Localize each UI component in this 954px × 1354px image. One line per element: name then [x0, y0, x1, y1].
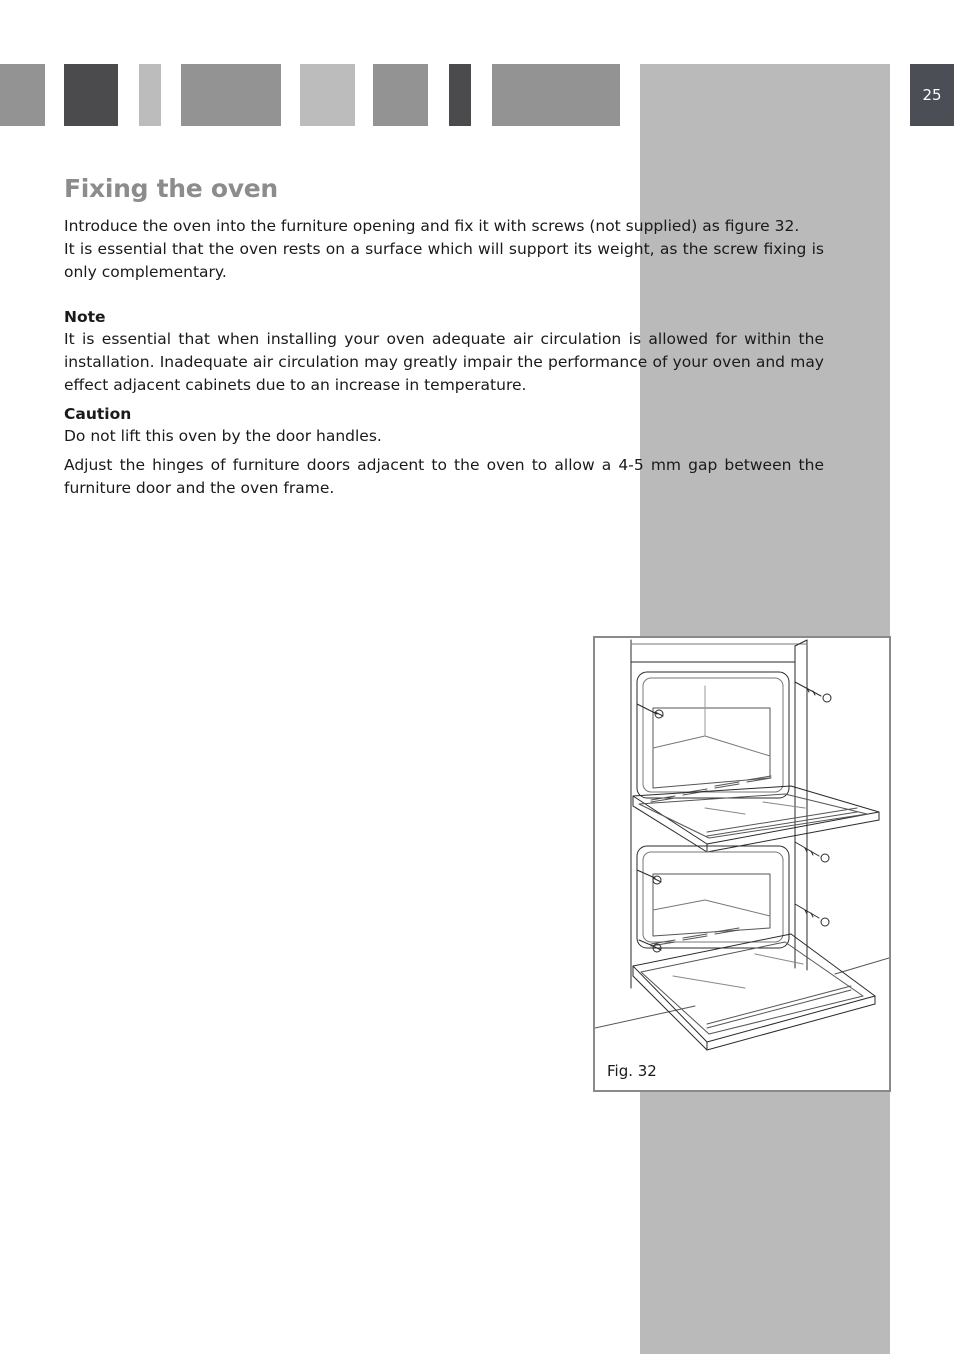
header-decor-block — [373, 64, 428, 126]
page-number: 25 — [910, 64, 954, 126]
note-heading: Note — [64, 308, 106, 326]
header-decor-block — [0, 64, 45, 126]
intro-paragraph-2: It is essential that the oven rests on a surface which will support its weight, as the screw fixing is only complementary. — [64, 240, 824, 281]
header-decor-block — [64, 64, 118, 126]
screw-icon — [795, 904, 829, 926]
section-title: Fixing the oven — [64, 174, 278, 203]
caution-text: Do not lift this oven by the door handles. — [64, 427, 382, 445]
caution-heading: Caution — [64, 405, 132, 423]
header-decor-block — [449, 64, 471, 126]
header-decor-block — [139, 64, 161, 126]
header-decor-block — [181, 64, 281, 126]
header-decor-block — [492, 64, 620, 126]
screw-icon — [795, 842, 829, 862]
figure-32 — [593, 636, 891, 1092]
lower-oven-cavity — [637, 846, 789, 948]
screw-icon — [637, 870, 661, 884]
screw-icon — [637, 704, 663, 718]
section-content — [64, 174, 824, 500]
intro-paragraph-1: Introduce the oven into the furniture opening and fix it with screws (not supplied) as figure 32. — [64, 217, 800, 235]
lower-oven-door — [633, 934, 875, 1050]
adjust-hinges-text: Adjust the hinges of furniture doors adjacent to the oven to allow a 4-5 mm gap between the furniture door and the oven frame. — [64, 456, 824, 497]
figure-caption: Fig. 32 — [607, 1062, 657, 1080]
note-text: It is essential that when installing your oven adequate air circulation is allowed for within the installation. Inadequate air circulation may greatly impair the performance of your oven and may effect adjacent cabinets due to an increase in temperature. — [64, 330, 824, 394]
upper-oven-door — [633, 786, 879, 852]
oven-installation-illustration — [595, 638, 889, 1090]
screw-icon — [795, 682, 831, 702]
header-decor-block — [300, 64, 355, 126]
